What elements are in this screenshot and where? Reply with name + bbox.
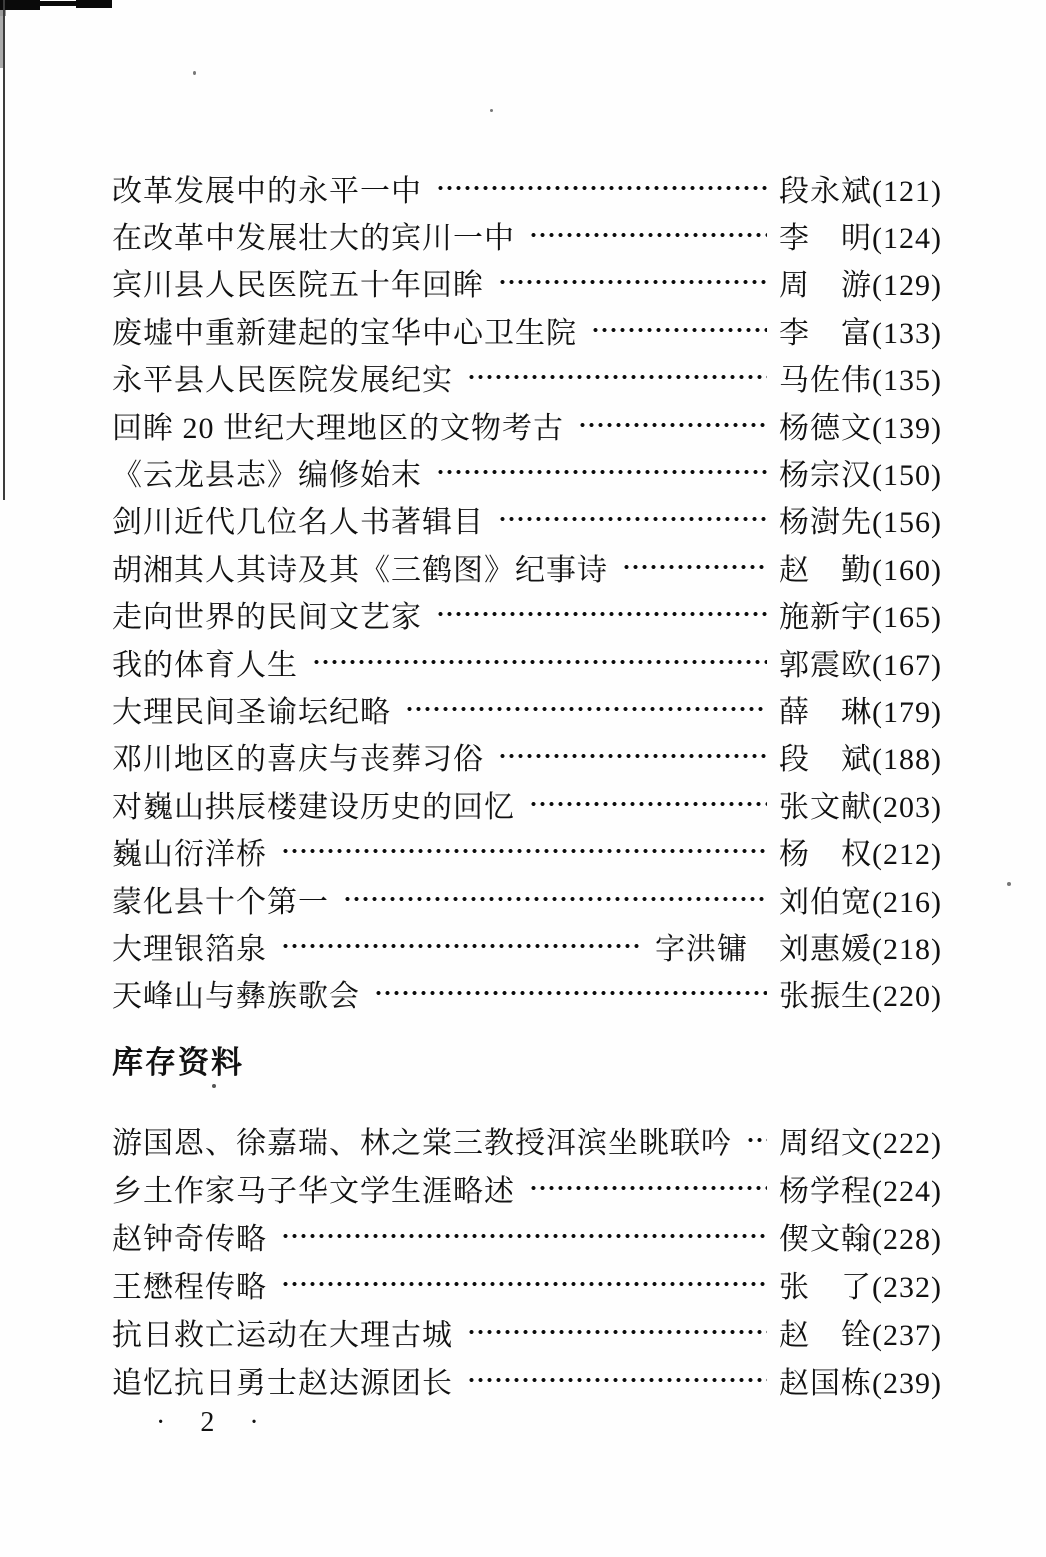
dot-leader: [498, 504, 767, 534]
entry-title: 走向世界的民间文艺家: [112, 601, 422, 635]
entry-author-page: 郭震欧(167): [779, 648, 942, 682]
toc-entry: [112, 1164, 942, 1212]
entry-author-page: 施新宇(165): [779, 601, 942, 635]
entry-author-page: 杨 权(212): [779, 838, 942, 872]
entry-author-page: 赵国栋(239): [779, 1367, 942, 1401]
entry-title: 乡土作家马子华文学生涯略述: [112, 1175, 515, 1209]
entry-title: 蒙化县十个第一: [112, 885, 329, 919]
dot-leader: [281, 931, 643, 961]
toc-entry: [112, 970, 942, 1017]
entry-title: 大理民间圣谕坛纪略: [112, 695, 391, 729]
dot-leader: [467, 1365, 767, 1395]
entry-author-page: 杨宗汉(150): [779, 459, 942, 493]
entry-author-page: 赵 铨(237): [779, 1319, 942, 1353]
entry-title: 邓川地区的喜庆与丧葬习俗: [112, 743, 484, 777]
scan-artifact-top-bar: [0, 0, 40, 10]
dot-leader: [281, 1221, 767, 1251]
entry-title: 巍山衍洋桥: [112, 838, 267, 872]
entry-title: 宾川县人民医院五十年回眸: [112, 269, 484, 303]
dot-leader: [436, 457, 767, 487]
toc-entry: [112, 685, 942, 732]
entry-author-page: 张文献(203): [779, 790, 942, 824]
entry-author-page: 薛 琳(179): [779, 695, 942, 729]
dot-leader: [467, 1317, 767, 1347]
toc-content: [112, 0, 942, 1557]
entry-title: 赵钟奇传略: [112, 1223, 267, 1257]
toc-entry: [112, 496, 942, 543]
entry-title: 永平县人民医院发展纪实: [112, 364, 453, 398]
dot-leader: [498, 267, 767, 297]
entry-author-page: 马佐伟(135): [779, 364, 942, 398]
toc-entry: [112, 638, 942, 685]
entry-title: 废墟中重新建起的宝华中心卫生院: [112, 316, 577, 350]
entry-title: 王懋程传略: [112, 1271, 267, 1305]
page-number: · 2 ·: [156, 1407, 273, 1439]
toc-entry: [112, 922, 942, 969]
entry-author-page: 李 富(133): [779, 316, 942, 350]
entry-author-page: 段永斌(121): [779, 174, 942, 208]
entry-title: 《云龙县志》编修始末: [112, 459, 422, 493]
toc-entry: [112, 1308, 942, 1356]
entry-author-page: 段 斌(188): [779, 743, 942, 777]
entry-title: 在改革中发展壮大的宾川一中: [112, 222, 515, 256]
toc-entry: [112, 780, 942, 827]
dot-leader: [498, 741, 767, 771]
dot-leader: [436, 599, 767, 629]
entry-author-page: 杨澍先(156): [779, 506, 942, 540]
dot-leader: [529, 789, 767, 819]
toc-entry: [112, 875, 942, 922]
dot-leader: [374, 978, 767, 1008]
entry-author-page: 李 明(124): [779, 222, 942, 256]
entry-title: 抗日救亡运动在大理古城: [112, 1319, 453, 1353]
entry-author-page: 偰文翰(228): [779, 1223, 942, 1257]
entry-title: 大理银箔泉: [112, 932, 267, 966]
toc-entry: [112, 1116, 942, 1164]
dot-leader: [591, 315, 767, 345]
toc-entry: [112, 211, 942, 258]
dot-leader: [529, 220, 767, 250]
entry-author-page: 字洪镛 刘惠媛(218): [655, 932, 942, 966]
entry-author-page: 张振生(220): [779, 980, 942, 1014]
dot-leader: [622, 552, 767, 582]
entry-author-page: 刘伯宽(216): [779, 885, 942, 919]
toc-entry: [112, 354, 942, 401]
scan-artifact-top-bar: [76, 0, 112, 8]
entry-title: 追忆抗日勇士赵达源团长: [112, 1367, 453, 1401]
scan-artifact-left-line: [3, 0, 5, 500]
toc-entry: [112, 733, 942, 780]
toc-entry: [112, 401, 942, 448]
dot-leader: [405, 694, 767, 724]
toc-entry: [112, 591, 942, 638]
toc-entry: [112, 1212, 942, 1260]
entry-author-page: 周绍文(222): [779, 1127, 942, 1161]
entry-author-page: 杨学程(224): [779, 1175, 942, 1209]
toc-list-main: [112, 0, 942, 1017]
dot-leader: [343, 884, 767, 914]
entry-title: 胡湘其人其诗及其《三鹤图》纪事诗: [112, 553, 608, 587]
entry-title: 游国恩、徐嘉瑞、林之棠三教授洱滨坐眺联吟: [112, 1127, 732, 1161]
toc-entry: [112, 1356, 942, 1404]
toc-list-kucun: [112, 1116, 942, 1404]
scan-speck: [1007, 882, 1011, 886]
dot-leader: [436, 173, 767, 203]
toc-entry: [112, 448, 942, 495]
entry-author-page: 张 了(232): [779, 1271, 942, 1305]
dot-leader: [281, 1269, 767, 1299]
toc-entry: [112, 164, 942, 211]
dot-leader: [281, 836, 767, 866]
entry-author-page: 周 游(129): [779, 269, 942, 303]
toc-entry: [112, 543, 942, 590]
entry-title: 对巍山拱辰楼建设历史的回忆: [112, 790, 515, 824]
toc-entry: [112, 306, 942, 353]
toc-entry: [112, 1260, 942, 1308]
entry-title: 剑川近代几位名人书著辑目: [112, 506, 484, 540]
toc-entry: [112, 827, 942, 874]
section-heading: 库存资料: [112, 1045, 244, 1081]
entry-title: 天峰山与彝族歌会: [112, 980, 360, 1014]
scan-artifact-top-bar: [38, 1, 80, 6]
dot-leader: [529, 1173, 767, 1203]
entry-title: 回眸 20 世纪大理地区的文物考古: [112, 411, 564, 445]
dot-leader: [467, 362, 767, 392]
entry-title: 改革发展中的永平一中: [112, 174, 422, 208]
dot-leader: [578, 410, 767, 440]
entry-author-page: 杨德文(139): [779, 411, 942, 445]
dot-leader: [312, 647, 767, 677]
entry-author-page: 赵 勤(160): [779, 553, 942, 587]
entry-title: 我的体育人生: [112, 648, 298, 682]
toc-entry: [112, 259, 942, 306]
dot-leader: [746, 1125, 767, 1155]
